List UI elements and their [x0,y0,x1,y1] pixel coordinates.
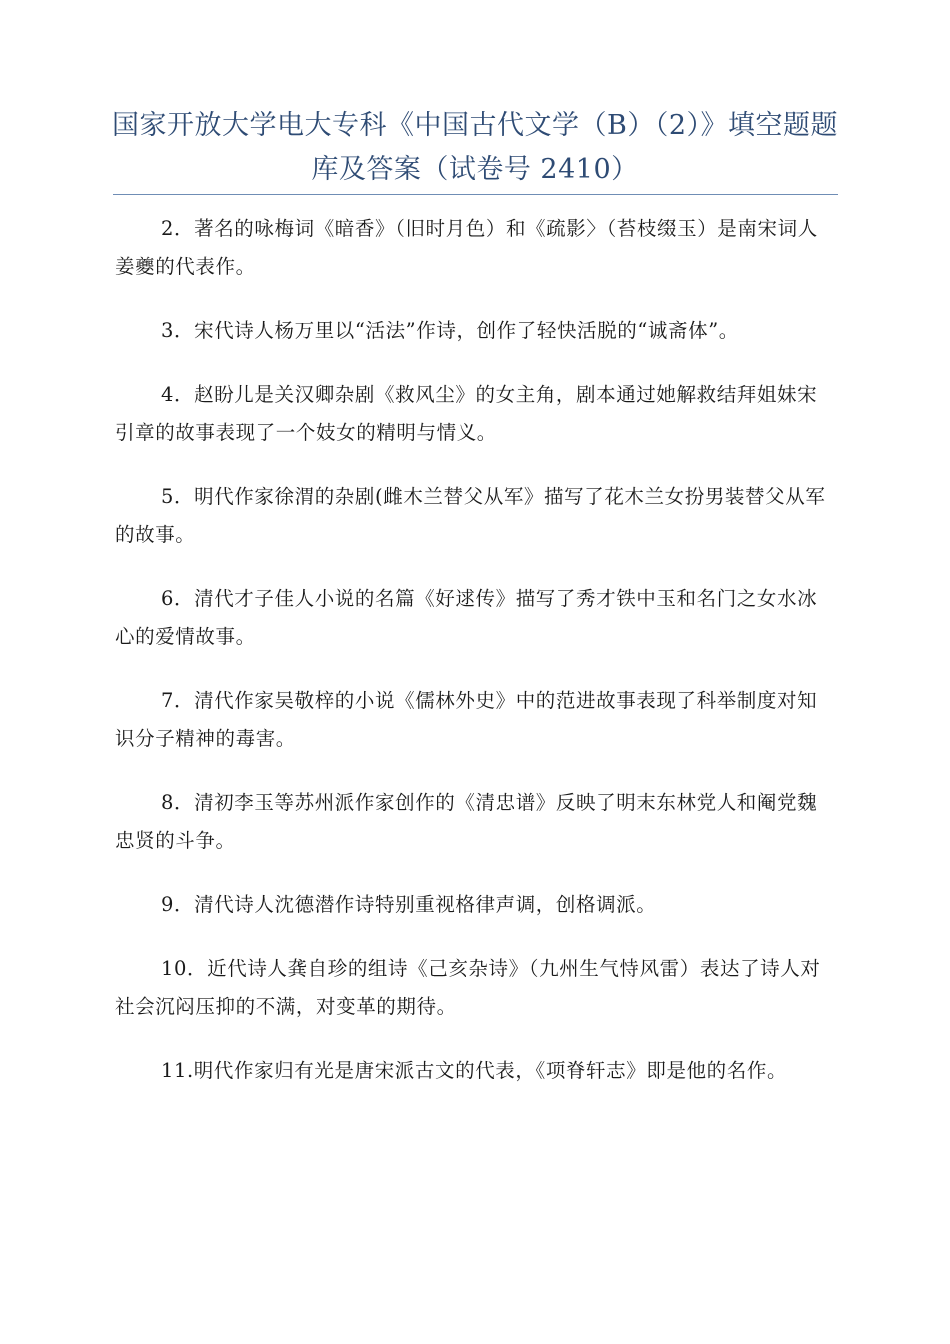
question-item-11: 11.明代作家归有光是唐宋派古文的代表，《项脊轩志》即是他的名作。 [161,1059,788,1082]
title-divider [113,194,838,195]
question-item-10: 10．近代诗人龚自珍的组诗《己亥杂诗》（九州生气恃风雷）表达了诗人对社会沉闷压抑的不满，对变革的期待。 [115,957,821,1018]
question-item-6: 6．清代才子佳人小说的名篇《好逑传》描写了秀才铁中玉和名门之女水冰心的爱情故事。 [115,587,818,648]
question-item-5: 5．明代作家徐渭的杂剧(雌木兰替父从军》描写了花木兰女扮男装替父从军的故事。 [115,485,826,546]
question-item-8: 8．清初李玉等苏州派作家创作的《清忠谱》反映了明末东林党人和阉党魏忠贤的斗争。 [115,791,818,852]
question-item-3: 3．宋代诗人杨万里以“活法”作诗，创作了轻快活脱的“诚斋体”。 [161,319,739,342]
question-item-4: 4．赵盼儿是关汉卿杂剧《救风尘》的女主角，剧本通过她解救结拜姐妹宋引章的故事表现了一个妓女的精明与情义。 [115,383,818,444]
document-body [115,210,835,1116]
document-title: 国家开放大学电大专科《中国古代文学（B）（2）》填空题题库及答案（试卷号 2410） [111,110,839,185]
question-item-7: 7．清代作家吴敬梓的小说《儒林外史》中的范进故事表现了科举制度对知识分子精神的毒害。 [115,689,818,750]
question-item-9: 9．清代诗人沈德潜作诗特别重视格律声调，创格调派。 [161,893,657,916]
question-item-2: 2．著名的咏梅词《暗香》（旧时月色）和《疏影〉（苔枝缀玉）是南宋词人姜夔的代表作。 [115,217,818,278]
